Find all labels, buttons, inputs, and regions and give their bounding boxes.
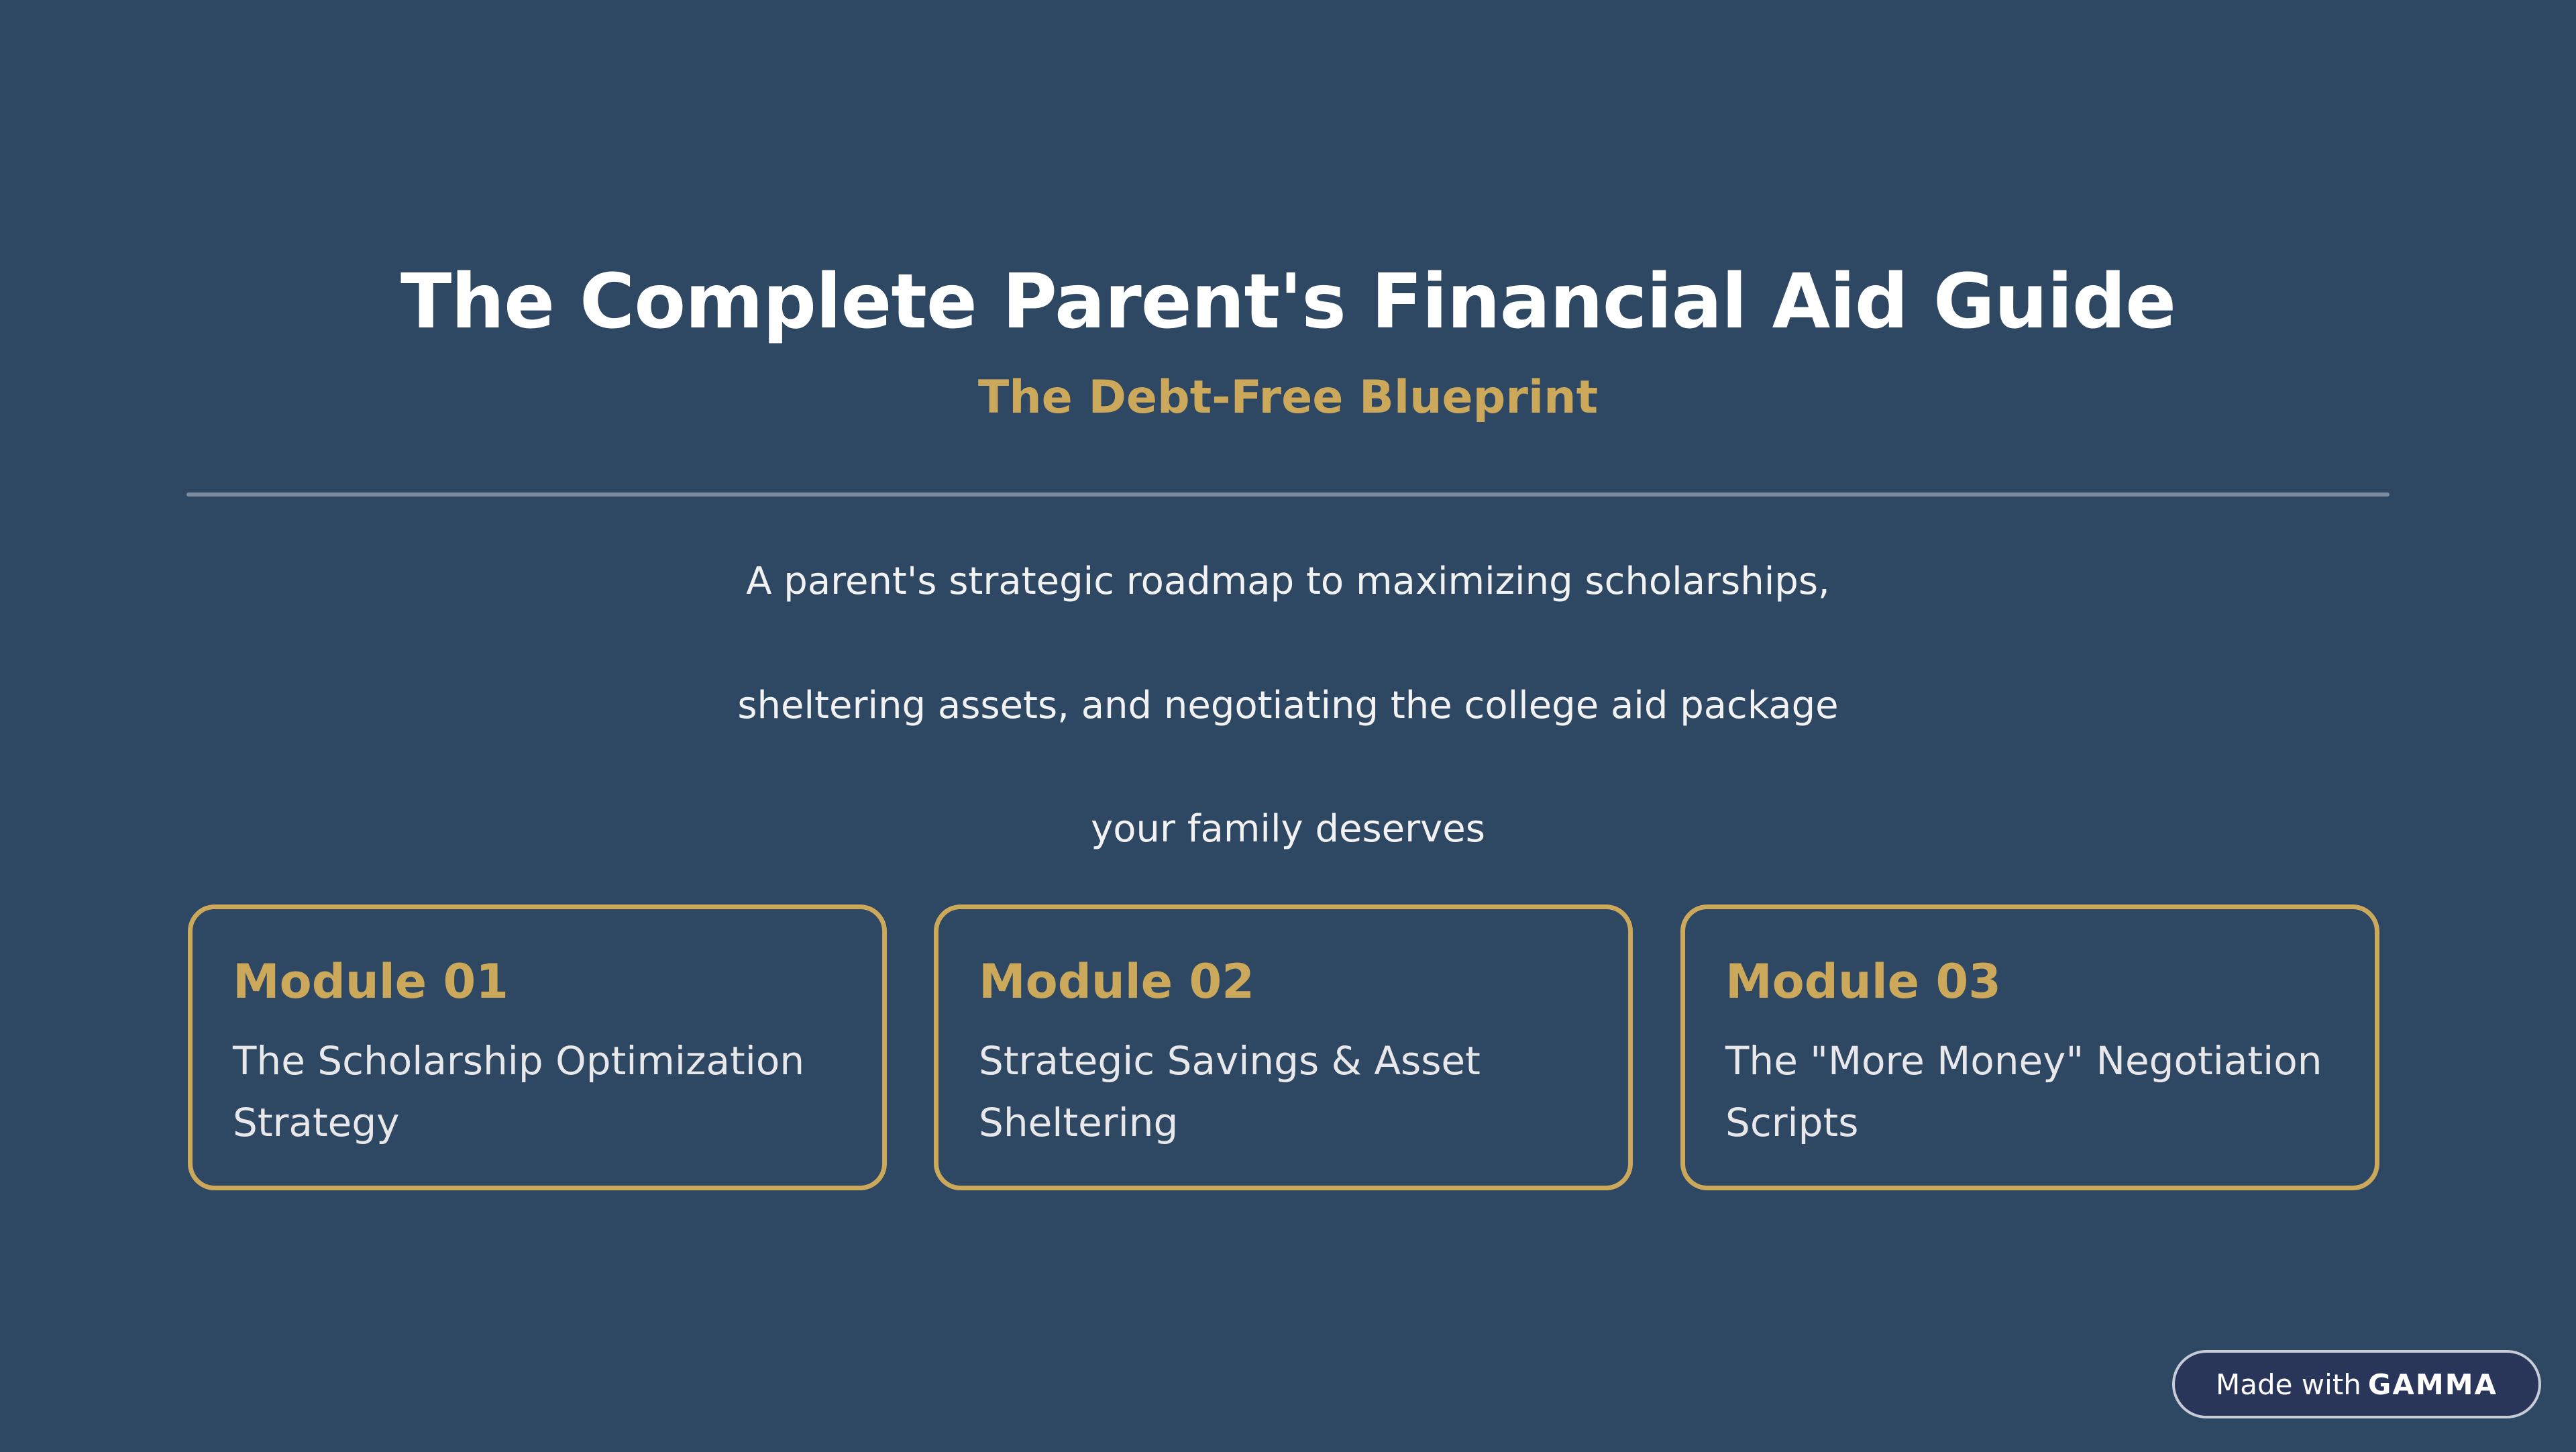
made-with-gamma-badge[interactable]: [2172, 1350, 2541, 1418]
module-card-description: Strategic Savings & Asset Sheltering: [979, 1038, 1481, 1145]
intro-line-1: A parent's strategic roadmap to maximizing scholarships,: [746, 560, 1830, 603]
module-card-heading: Module 03: [1725, 954, 2001, 1009]
slide-title: The Complete Parent's Financial Aid Guide: [400, 258, 2176, 346]
module-card-01: [188, 904, 887, 1190]
badge-prefix-text: Made with: [2215, 1367, 2361, 1401]
intro-line-2: sheltering assets, and negotiating the college aid package: [737, 684, 1839, 727]
module-card-description: The Scholarship Optimization Strategy: [233, 1038, 805, 1145]
intro-line-3: your family deserves: [1091, 807, 1485, 851]
slide-subtitle: The Debt-Free Blueprint: [977, 371, 1599, 424]
divider: [186, 492, 2390, 497]
module-card-description: The "More Money" Negotiation Scripts: [1725, 1038, 2322, 1145]
module-card-heading: Module 01: [233, 954, 508, 1009]
module-card-heading: Module 02: [979, 954, 1254, 1009]
module-card-02: [934, 904, 1633, 1190]
module-card-03: [1680, 904, 2379, 1190]
gamma-logo-text: GAMMA: [2367, 1367, 2498, 1401]
